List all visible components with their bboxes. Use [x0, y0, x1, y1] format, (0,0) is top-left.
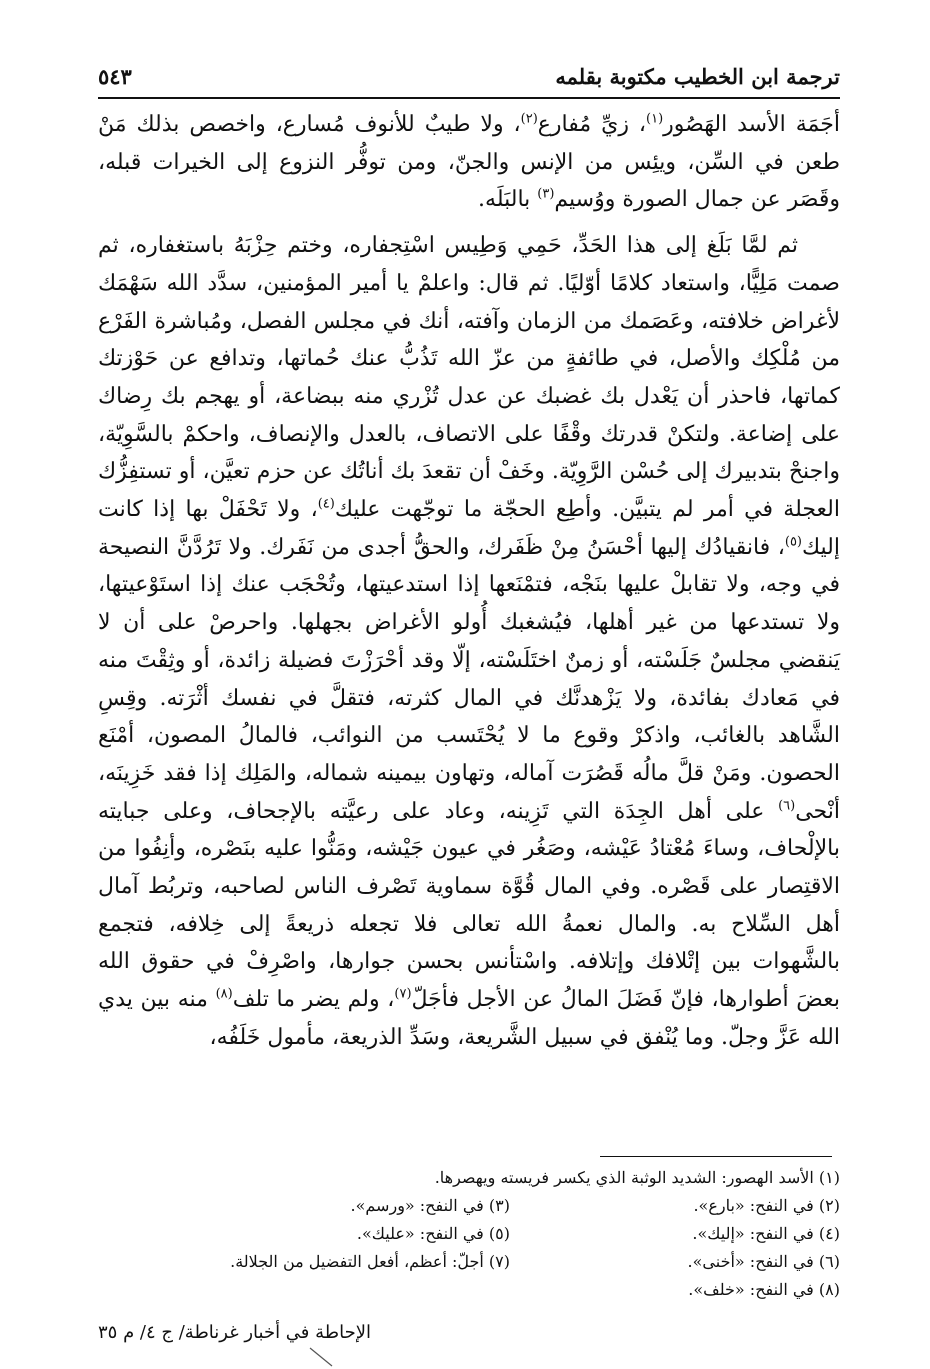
- footnote-separator: [600, 1156, 832, 1157]
- text-run: أجَمَة الأسد الهَصُور: [663, 112, 840, 137]
- footnote-ref-3[interactable]: (٣): [537, 187, 555, 203]
- pen-stroke-mark: [308, 1346, 336, 1368]
- text-run: ، زيِّ مُفارع: [537, 112, 647, 137]
- page-header: [98, 58, 840, 94]
- footnote-row: [98, 1164, 840, 1192]
- footnote-ref-8[interactable]: (٨): [215, 986, 233, 1002]
- footnote-ref-1[interactable]: (١): [646, 111, 664, 127]
- text-run: ثم لمَّا بَلَغ إلى هذا الحَدِّ، حَمِي وَطِيس اسْتِجفاره، وختم حِزْبَهُ باستغفاره، ثم صمت مَلِيًّا، واستعاد كلامًا أوّليًا. ثم قال: واعلمْ يا أمير المؤمنين، سدَّد الله سَهْمَك لأغراض خلافته، وعَصَمك من الزمان وآفته، أنك في مجلس الفصل، ومُباشرة الفَرْع من مُلْكِك والأصل، في طائفةٍ من عزّ الله تَذُبُّ عنك حُماتها، وتدافع عن حَوْزتك كماتها، فاحذر أن يَعْدل بك غضبك عن عدل تُزْري منه ببضاعة، أو يهجم بك رِضاك على إضاعة. ولتكنْ قدرتك وقْفًا على الاتصاف، بالعدل والإنصاف، واحكمْ بالسَّوِيّة، واجنحْ بتدبيرك إلى حُسْن الرَّوِيّة. وخَفْ أن تقعدَ بك أناتُك عن حزم تعيَّن، أو تستفِزُّك العجلة في أمر لم يتبيَّن. وأطِع الحجّة ما توجّهت عليك: [98, 233, 840, 523]
- footnote-ref-7[interactable]: (٧): [394, 986, 412, 1002]
- running-title: ترجمة ابن الخطيب مكتوبة بقلمه: [555, 63, 840, 89]
- paragraph-2: [98, 227, 840, 1056]
- text-run: ، فانقيادُك إليها أحْسَنُ مِنْ ظَفَرك، والحقُّ أجدى من نَفَرك. ولا تَرُدَّنَّ النصيحة في وجه، ولا تقابلْ عليها بنَجْه، فتمْنَعها إذا استدعيتها، وتُحْجَب عنك إذا استَوْعيتها، ولا تستدعها من غير أهلها، فيُشغبك أُولو الأغراض بجهلها. واحرصْ على أن لا يَنقضي مجلسٌ جَلَسْته، أو زمنٌ اختَلَسْته، إلّا وقد أحْرَزْتَ فضيلة زائدة، أو وثِقْتَ منه في مَعادك بفائدة، ولا يَزْهدنَّك في المال كثرته، فتقلَّ في نفسك أثْرَته. وقِسِ الشَّاهد بالغائب، واذكرْ وقوع ما لا يُحْتَسب من النوائب، فالمالُ المصون، أمْنَع الحصون. ومَنْ قلَّ مالُه قَصُرَت آماله، وتهاون بيمينه شماله، والمَلِك إذا فقد خَزِينَه، أنْحى: [98, 534, 840, 824]
- footnote-4: (٤) في النفح: «إليك».: [692, 1224, 840, 1243]
- text-run: بالبَلَه.: [478, 187, 538, 213]
- text-run: ، ولا طيبٌ للأنوف مُسارع، واخصص بذلك مَنْ طعن في السِّن، ويئِس من الإنس والجنّ، ومن توفُّر النزوع إلى الخيرات قبله، وقَصَر عن جمال الصورة ووُسيم: [98, 112, 840, 213]
- footnote-3: (٣) في النفح: «ورسم».: [350, 1196, 510, 1215]
- text-run: منه بين يدي الله عَزَّ وجلّ. وما يُنْفق في سبيل الشَّريعة، وسَدِّ الذريعة، مأمول خَلَفُه،: [98, 987, 840, 1050]
- text-run: ، ولا تَحْفَلْ بها إذا كانت إليك: [98, 497, 840, 560]
- footnote-2: (٢) في النفح: «بارع».: [693, 1196, 840, 1215]
- footnote-6: (٦) في النفح: «أخنى».: [687, 1252, 840, 1271]
- footnote-row: [98, 1248, 840, 1276]
- footnotes: [98, 1164, 840, 1304]
- text-run: على أهل الجِدَة التي تَزِينه، وعاد على رعيَّته بالإجحاف، وعلى جبايته بالإلْحاف، وساءَ مُعْتادُ عَيْشه، وصَغُر في عيون جَيْشه، ومَنُّوا عليه بنَصْره، وأنِفُوا من الاقتِصار على قَصْره. وفي المال قُوَّة سماوية تَصْرف الناس لصاحبه، وتربُط آمال أهل السِّلاح به. والمال نعمةُ الله تعالى فلا تجعله ذريعةً إلى خِلافه، فتجمع بالشَّهوات بين إتْلافك وإتلافه. واسْتأنس بحسن جوارها، واصْرِفْ في حقوق الله بعضَ أطوارها، فإنّ فَضَلَ المالُ عن الأجل فأجَلّ: [98, 798, 840, 1013]
- footnote-row: [98, 1276, 840, 1304]
- footnote-5: (٥) في النفح: «عليك».: [356, 1224, 510, 1243]
- footnote-1: (١) الأسد الهصور: الشديد الوثبة الذي يكسر فريسته ويهصرها.: [434, 1168, 840, 1187]
- page-footer: [98, 1322, 840, 1343]
- footnote-row: [98, 1192, 840, 1220]
- footnote-row: [98, 1220, 840, 1248]
- header-rule: [98, 97, 840, 99]
- footnote-ref-5[interactable]: (٥): [784, 534, 802, 550]
- page-number: ٥٤٣: [98, 63, 132, 89]
- paragraph-1: [98, 106, 840, 219]
- main-text: [98, 106, 840, 1057]
- footnote-ref-2[interactable]: (٢): [520, 111, 538, 127]
- signature-mark: الإحاطة في أخبار غرناطة/ ج ٤/ م ٣٥: [98, 1322, 371, 1343]
- footnote-7: (٧) أجلّ: أعظم، أفعل التفضيل من الجلالة.: [230, 1252, 510, 1271]
- footnote-8: (٨) في النفح: «خلف».: [688, 1280, 840, 1299]
- footnote-ref-6[interactable]: (٦): [778, 798, 796, 814]
- footnote-ref-4[interactable]: (٤): [317, 496, 335, 512]
- text-run: ، ولم يضر ما تلف: [232, 987, 395, 1013]
